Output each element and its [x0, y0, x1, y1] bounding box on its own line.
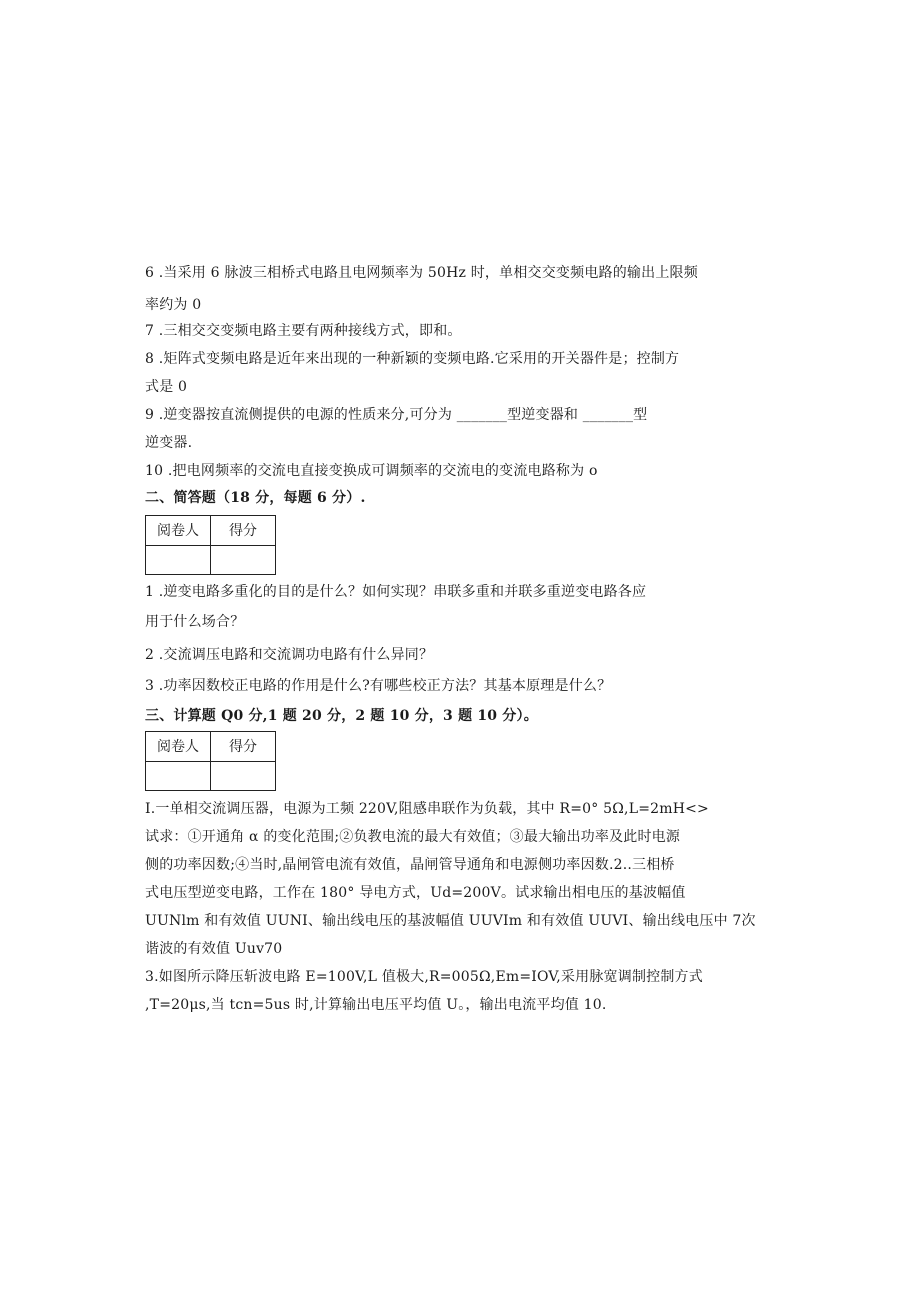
question-6-line-2: 率约为 0	[145, 297, 202, 313]
question-6-line-1: 6 .当采用 6 脉波三相桥式电路且电网频率为 50Hz 时，单相交交变频电路的输出上限频	[145, 265, 698, 281]
section-2-question-1-line-2: 用于什么场合？	[145, 614, 245, 630]
score-cell[interactable]	[211, 761, 276, 791]
question-9-line-2: 逆变器.	[145, 435, 193, 451]
score-label: 得分	[211, 516, 276, 546]
section-3-line-8: ,T=20μs,当 tcn=5us 时,计算输出电压平均值 U。，输出电流平均值 10.	[145, 997, 607, 1013]
section-3-line-6: 谐波的有效值 Uuv70	[145, 941, 283, 957]
reviewer-cell[interactable]	[146, 761, 211, 791]
section-2-heading: 二、简答题（18 分，每题 6 分）.	[145, 490, 366, 506]
question-9-line-1: 9 .逆变器按直流侧提供的电源的性质来分,可分为 _______型逆变器和 _______型	[145, 407, 648, 423]
question-10: 10 .把电网频率的交流电直接变换成可调频率的交流电的变流电路称为 o	[145, 463, 598, 479]
section-3-heading: 三、计算题 Q0 分,1 题 20 分，2 题 10 分，3 题 10 分）。	[145, 708, 538, 724]
score-cell[interactable]	[211, 545, 276, 575]
question-8-line-2: 式是 0	[145, 379, 188, 395]
section-3-line-1: I.一单相交流调压器，电源为工频 220V,阻感串联作为负载，其中 R=0° 5Ω,L=2mH<>	[145, 801, 709, 817]
section-3-line-2: 试求：①开通角 α 的变化范围;②负教电流的最大有效值；③最大输出功率及此时电源	[145, 829, 681, 845]
section-2-question-2: 2 .交流调压电路和交流调功电路有什么异同？	[145, 647, 434, 663]
section-2-question-3: 3 .功率因数校正电路的作用是什么?有哪些校正方法？其基本原理是什么？	[145, 678, 612, 694]
reviewer-label: 阅卷人	[146, 516, 211, 546]
reviewer-label: 阅卷人	[146, 732, 211, 762]
section-3-line-4: 式电压型逆变电路，工作在 180° 导电方式，Ud=200V。试求输出相电压的基波幅值	[145, 885, 686, 901]
section-2-score-table	[145, 515, 276, 575]
section-3-line-3: 侧的功率因数;④当时,晶闸管电流有效值，晶闸管导通角和电源侧功率因数.2..三相桥	[145, 857, 675, 873]
reviewer-cell[interactable]	[146, 545, 211, 575]
question-7: 7 .三相交交变频电路主要有两种接线方式，即和。	[145, 323, 462, 339]
section-2-question-1-line-1: 1 .逆变电路多重化的目的是什么？如何实现？串联多重和并联多重逆变电路各应	[145, 584, 647, 600]
score-label: 得分	[211, 732, 276, 762]
section-3-line-7: 3.如图所示降压斩波电路 E=100V,L 值极大,R=005Ω,Em=IOV,采用脉宽调制控制方式	[145, 969, 703, 985]
section-3-line-5: UUNlm 和有效值 UUNI、输出线电压的基波幅值 UUVIm 和有效值 UUVI、输出线电压中 7次	[145, 913, 756, 929]
question-8-line-1: 8 .矩阵式变频电路是近年来出现的一种新颖的变频电路.它采用的开关器件是；控制方	[145, 351, 680, 367]
section-3-score-table	[145, 731, 276, 791]
